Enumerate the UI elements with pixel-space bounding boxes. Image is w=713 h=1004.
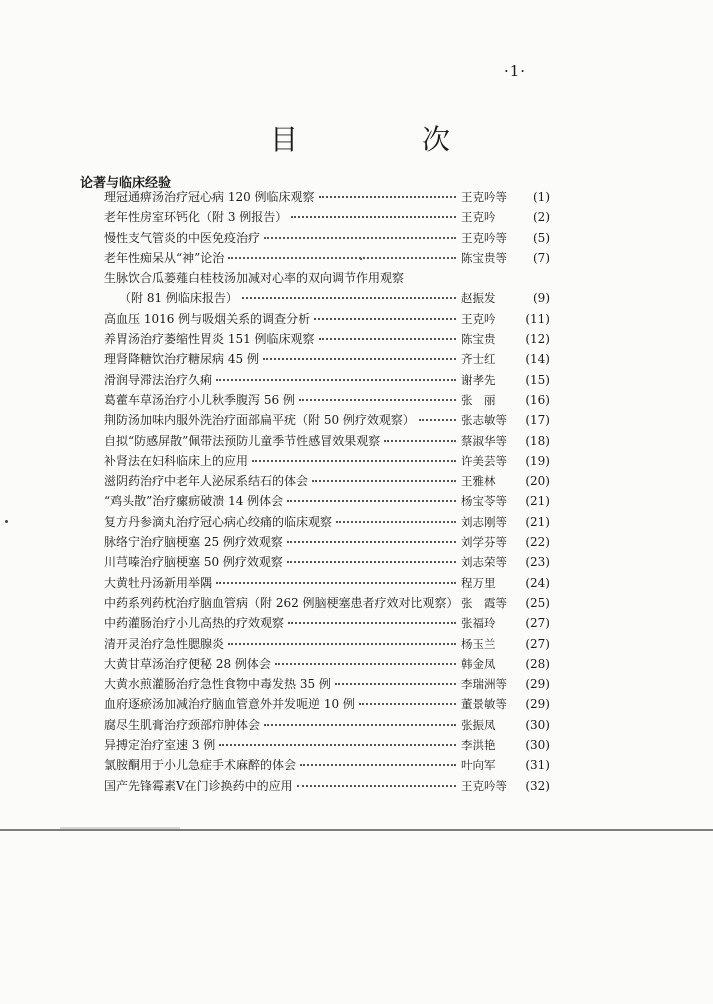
toc-entry-page: (11) [525,311,550,326]
dot-leader [359,703,456,705]
toc-entry-page: (27) [525,616,550,631]
toc-entry-author: 张志敏等 [461,413,507,428]
toc-entry-page: (23) [525,555,550,570]
toc-entry-page: (14) [525,352,550,367]
table-of-contents [0,187,713,796]
dot-leader [216,582,456,584]
toc-entry [0,674,713,694]
toc-entry-page: (25) [525,595,550,610]
toc-entry [0,491,713,511]
toc-entry [0,329,713,349]
toc-entry-title: （附 81 例临床报告） [119,291,238,306]
toc-entry-page: (21) [525,514,550,529]
toc-entry-title: 老年性房室环钙化（附 3 例报告） [104,210,288,225]
toc-entry [0,431,713,451]
toc-entry [0,593,713,613]
toc-entry-page: (22) [525,535,550,550]
toc-entry-author: 王克吟 [461,311,496,326]
toc-entry [0,349,713,369]
toc-entry [0,552,713,572]
toc-entry-author: 韩金凤 [461,656,496,671]
dot-leader [263,358,456,360]
toc-entry-page: (15) [525,372,550,387]
dot-leader [384,440,456,442]
dot-leader [242,297,456,299]
toc-entry-title: 滑润导滞法治疗久痢 [104,372,213,387]
toc-entry [0,451,713,471]
toc-entry-title: 养胃汤治疗萎缩性胃炎 151 例临床观察 [104,332,315,347]
toc-entry [0,512,713,532]
toc-entry-title: 高血压 1016 例与吸烟关系的调查分析 [104,311,311,326]
toc-entry-page: (32) [525,778,550,793]
toc-entry-title: 补肾法在妇科临床上的应用 [104,453,249,468]
toc-entry [0,735,713,755]
toc-entry-author: 刘志荣等 [461,555,507,570]
scan-speck [360,258,362,260]
dot-leader [297,785,456,787]
bottom-rule [0,825,713,833]
toc-entry [0,573,713,593]
toc-entry [0,776,713,796]
toc-entry [0,694,713,714]
toc-entry-page: (29) [525,677,550,692]
toc-entry-title: 中药灌肠治疗小儿高热的疗效观察 [104,616,285,631]
dot-leader [419,419,456,421]
toc-entry-author: 谢孝先 [461,372,496,387]
toc-entry-page: (1) [533,190,550,204]
toc-entry-author: 李洪艳 [461,738,496,753]
toc-entry-title: 老年性痴呆从“神”论治 [104,250,225,265]
toc-entry [0,471,713,491]
toc-entry-title: 中药系列药枕治疗脑血管病（附 262 例脑梗塞患者疗效对比观察） [104,595,459,610]
dot-leader [287,541,456,543]
toc-entry-title: 腐尽生肌膏治疗颈部疖肿体会 [104,717,261,732]
toc-entry-page: (20) [525,474,550,489]
toc-entry-page: (29) [525,697,550,712]
toc-entry-title: 血府逐瘀汤加减治疗脑血管意外并发呃逆 10 例 [104,697,355,712]
toc-entry-title: 生脉饮合瓜蒌薤白桂枝汤加减对心率的双向调节作用观察 [104,271,405,286]
toc-entry [0,288,713,308]
toc-entry-title: 慢性支气管炎的中医免疫治疗 [104,230,261,245]
toc-entry-title: 川芎嗪治疗脑梗塞 50 例疗效观察 [104,555,283,570]
toc-entry [0,370,713,390]
toc-entry-title: 滋阴药治疗中老年人泌尿系结石的体会 [104,474,309,489]
toc-entry-page: (12) [525,332,550,347]
toc-entry-title: 复方丹参滴丸治疗冠心病心绞痛的临床观察 [104,514,333,529]
toc-entry-page: (17) [525,413,550,428]
toc-entry-title: 葛藿车草汤治疗小儿秋季腹泻 56 例 [104,392,295,407]
dot-leader [319,196,456,198]
toc-entry-title: 脉络宁治疗脑梗塞 25 例疗效观察 [104,535,283,550]
toc-entry [0,755,713,775]
toc-entry-page: (9) [533,291,550,306]
dot-leader [312,480,456,482]
toc-entry-page: (21) [525,494,550,509]
toc-entry [0,248,713,268]
toc-entry [0,390,713,410]
toc-entry-title: 荆防汤加味内服外洗治疗面部扁平疣（附 50 例疗效观察） [104,413,415,428]
toc-entry [0,715,713,735]
toc-entry-author: 许美芸等 [461,453,507,468]
toc-entry-page: (31) [525,758,550,773]
toc-entry-title: 理冠通痹汤治疗冠心病 120 例临床观察 [104,190,315,204]
toc-entry-author: 刘学芬等 [461,535,507,550]
toc-entry-author: 张福玲 [461,616,496,631]
dot-leader [314,318,456,320]
toc-entry-page: (27) [525,636,550,651]
toc-entry [0,654,713,674]
toc-entry-page: (28) [525,656,550,671]
toc-entry [0,228,713,248]
dot-leader [319,338,456,340]
toc-entry-page: (5) [533,230,550,245]
toc-entry-author: 杨玉兰 [461,636,496,651]
dot-leader [275,663,456,665]
toc-entry-author: 程万里 [461,575,496,590]
toc-entry [0,309,713,329]
dot-leader [287,500,456,502]
toc-entry-title: 大黄甘草汤治疗便秘 28 例体会 [104,656,271,671]
toc-entry-page: (19) [525,453,550,468]
toc-entry [0,207,713,227]
dot-leader [228,643,456,645]
dot-leader [300,764,456,766]
toc-entry [0,532,713,552]
dot-leader [264,724,456,726]
dot-leader [291,216,456,218]
toc-entry [0,634,713,654]
toc-entry-page: (24) [525,575,550,590]
toc-entry-author: 杨宝苓等 [461,494,507,509]
toc-entry-title: 国产先锋霉素Ⅴ在门诊换药中的应用 [104,778,293,793]
page-title: 目 次 [270,123,499,156]
toc-entry-page: (18) [525,433,550,448]
toc-entry-author: 王克吟 [461,210,496,225]
toc-entry-author: 王克吟等 [461,230,507,245]
toc-entry-title: 氯胺酮用于小儿急症手术麻醉的体会 [104,758,297,773]
toc-entry [0,613,713,633]
dot-leader [335,683,456,685]
toc-entry-author: 张 丽 [461,392,496,407]
toc-entry-author: 王克吟等 [461,778,507,793]
dot-leader [287,561,456,563]
toc-entry-author: 董景敏等 [461,697,507,712]
toc-entry-title: 理肾降糖饮治疗糖尿病 45 例 [104,352,259,367]
dot-leader [336,521,456,523]
toc-entry-title: 异搏定治疗室速 3 例 [104,738,216,753]
page-number: ·1· [504,62,527,80]
dot-leader [299,399,456,401]
toc-entry-author: 陈宝贵 [461,332,496,347]
toc-entry-title: 清开灵治疗急性腮腺炎 [104,636,225,651]
toc-entry-author: 赵振发 [461,291,496,306]
toc-entry-author: 王克吟等 [461,190,507,204]
toc-entry-page: (30) [525,717,550,732]
section-heading: 论著与临床经验 [80,176,172,191]
scan-speck [5,520,8,523]
toc-entry [0,187,713,207]
toc-entry-page: (7) [533,250,550,265]
toc-entry-page: (2) [533,210,550,225]
dot-leader [264,237,456,239]
toc-entry-page: (16) [525,392,550,407]
dot-leader [288,622,456,624]
toc-entry-author: 刘志刚等 [461,514,507,529]
toc-entry-title: 自拟“防感屏散”佩带法预防儿童季节性感冒效果观察 [104,433,381,448]
toc-entry-page: (30) [525,738,550,753]
toc-entry-author: 张 霞等 [461,595,507,610]
toc-entry-title: 大黄水煎灌肠治疗急性食物中毒发热 35 例 [104,677,331,692]
toc-entry-author: 蔡淑华等 [461,433,507,448]
toc-entry-title: “鸡头散”治疗瘰疬破溃 14 例体会 [104,494,284,509]
dot-leader [252,460,456,462]
dot-leader [228,257,456,259]
dot-leader [219,744,456,746]
toc-entry-author: 陈宝贵等 [461,250,507,265]
toc-entry-author: 王雅林 [461,474,496,489]
toc-entry-title: 大黄牡丹汤新用举隅 [104,575,213,590]
toc-entry-author: 李瑞洲等 [461,677,507,692]
toc-entry-author: 叶向军 [461,758,496,773]
toc-entry [0,410,713,430]
toc-entry-author: 张振凤 [461,717,496,732]
dot-leader [216,379,456,381]
toc-entry-author: 齐士红 [461,352,496,367]
toc-entry [0,268,713,288]
